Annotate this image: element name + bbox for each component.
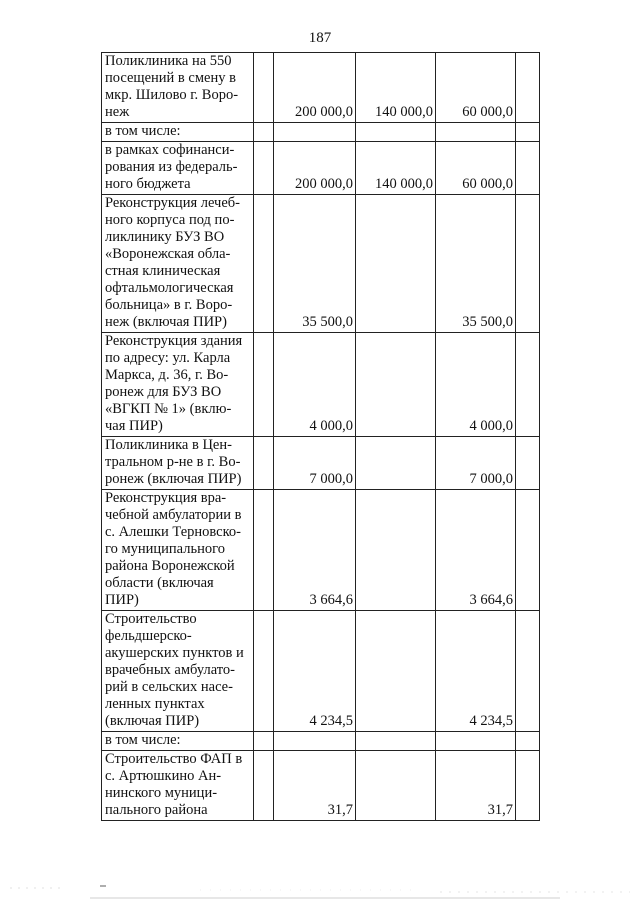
value-cell: 4 234,5 — [274, 611, 356, 732]
table-row — [102, 732, 540, 751]
value-cell: 200 000,0 — [274, 53, 356, 123]
value-cell: 4 000,0 — [274, 333, 356, 437]
empty-cell — [254, 195, 274, 333]
table-row — [102, 751, 540, 821]
table-row — [102, 142, 540, 195]
row-name-line: Строительство ФАП в — [105, 751, 243, 767]
value-cell: 31,7 — [436, 751, 516, 821]
empty-cell — [516, 142, 540, 195]
row-name-line: офтальмологическая — [105, 280, 234, 296]
empty-cell — [254, 751, 274, 821]
value-cell: 200 000,0 — [274, 142, 356, 195]
row-name-line: чебной амбулатории в — [105, 507, 242, 523]
value-cell: 140 000,0 — [356, 142, 436, 195]
row-name-cell — [102, 732, 254, 751]
empty-cell — [436, 123, 516, 142]
value-cell: 60 000,0 — [436, 53, 516, 123]
row-name-line: стная клиническая — [105, 263, 221, 279]
empty-cell — [356, 490, 436, 611]
empty-cell — [356, 751, 436, 821]
empty-cell — [254, 123, 274, 142]
value-cell: 35 500,0 — [436, 195, 516, 333]
row-name-line: в том числе: — [105, 732, 181, 748]
row-name-line: рий в сельских насе- — [105, 679, 233, 695]
empty-cell — [516, 195, 540, 333]
row-name-line: го муниципального — [105, 541, 225, 557]
row-name-line: Строительство — [105, 611, 197, 627]
empty-cell — [356, 437, 436, 490]
row-name-line: ленных пунктах — [105, 696, 205, 712]
empty-cell — [356, 123, 436, 142]
empty-cell — [356, 333, 436, 437]
table-body — [102, 53, 540, 821]
row-name-line: по адресу: ул. Карла — [105, 350, 231, 366]
empty-cell — [274, 732, 356, 751]
row-name-cell — [102, 333, 254, 437]
table-row — [102, 53, 540, 123]
empty-cell — [254, 490, 274, 611]
value-cell: 60 000,0 — [436, 142, 516, 195]
row-name-cell — [102, 195, 254, 333]
empty-cell — [516, 732, 540, 751]
row-name-line: «Воронежская обла- — [105, 246, 231, 262]
empty-cell — [516, 437, 540, 490]
row-name-cell — [102, 142, 254, 195]
row-name-cell — [102, 490, 254, 611]
table-row — [102, 611, 540, 732]
row-name-line: мкр. Шилово г. Воро- — [105, 87, 239, 103]
row-name-line: района Воронежской — [105, 558, 235, 574]
empty-cell — [516, 53, 540, 123]
row-name-line: Маркса, д. 36, г. Во- — [105, 367, 229, 383]
row-name-cell — [102, 53, 254, 123]
row-name-cell — [102, 123, 254, 142]
row-name-line: в рамках софинанси- — [105, 142, 235, 158]
row-name-line: ного бюджета — [105, 176, 191, 192]
row-name-line: ПИР) — [105, 592, 139, 608]
table-row — [102, 490, 540, 611]
table-row — [102, 123, 540, 142]
row-name-line: нинского муници- — [105, 785, 218, 801]
empty-cell — [516, 751, 540, 821]
row-name-line: неж — [105, 104, 130, 120]
value-cell: 35 500,0 — [274, 195, 356, 333]
row-name-line: Поликлиника в Цен- — [105, 437, 232, 453]
row-name-line: с. Артюшкино Ан- — [105, 768, 222, 784]
value-cell: 3 664,6 — [436, 490, 516, 611]
table-row — [102, 195, 540, 333]
row-name-line: ронеж для БУЗ ВО — [105, 384, 222, 400]
row-name-line: ного корпуса под по- — [105, 212, 235, 228]
row-name-cell — [102, 437, 254, 490]
row-name-line: Поликлиника на 550 — [105, 53, 232, 69]
row-name-line: пального района — [105, 802, 208, 818]
scan-bottom-edge — [0, 880, 640, 902]
table-row — [102, 437, 540, 490]
row-name-line: Реконструкция лечеб- — [105, 195, 240, 211]
value-cell: 4 234,5 — [436, 611, 516, 732]
empty-cell — [274, 123, 356, 142]
row-name-cell — [102, 611, 254, 732]
row-name-line: больница» в г. Воро- — [105, 297, 233, 313]
page-number: 187 — [308, 30, 332, 46]
row-name-line: неж (включая ПИР) — [105, 314, 227, 330]
empty-cell — [516, 333, 540, 437]
value-cell: 7 000,0 — [274, 437, 356, 490]
empty-cell — [516, 123, 540, 142]
empty-cell — [516, 611, 540, 732]
row-name-line: Реконструкция вра- — [105, 490, 227, 506]
row-name-line: (включая ПИР) — [105, 713, 200, 729]
empty-cell — [254, 142, 274, 195]
value-cell: 3 664,6 — [274, 490, 356, 611]
empty-cell — [254, 732, 274, 751]
row-name-line: в том числе: — [105, 123, 181, 139]
value-cell: 7 000,0 — [436, 437, 516, 490]
empty-cell — [254, 437, 274, 490]
row-name-line: акушерских пунктов и — [105, 645, 244, 661]
empty-cell — [254, 611, 274, 732]
row-name-line: фельдшерско- — [105, 628, 192, 644]
row-name-line: ронеж (включая ПИР) — [105, 471, 242, 487]
table-row — [102, 333, 540, 437]
value-cell: 31,7 — [274, 751, 356, 821]
empty-cell — [254, 53, 274, 123]
budget-table — [101, 52, 540, 821]
empty-cell — [436, 732, 516, 751]
empty-cell — [356, 732, 436, 751]
row-name-line: рования из федераль- — [105, 159, 238, 175]
empty-cell — [356, 611, 436, 732]
row-name-cell — [102, 751, 254, 821]
row-name-line: «ВГКП № 1» (вклю- — [105, 401, 232, 417]
row-name-line: Реконструкция здания — [105, 333, 243, 349]
row-name-line: врачебных амбулато- — [105, 662, 236, 678]
row-name-line: области (включая — [105, 575, 214, 591]
row-name-line: с. Алешки Терновско- — [105, 524, 242, 540]
empty-cell — [356, 195, 436, 333]
empty-cell — [516, 490, 540, 611]
row-name-line: тральном р-не в г. Во- — [105, 454, 241, 470]
row-name-line: ликлинику БУЗ ВО — [105, 229, 225, 245]
row-name-line: посещений в смену в — [105, 70, 236, 86]
row-name-line: чая ПИР) — [105, 418, 163, 434]
empty-cell — [254, 333, 274, 437]
value-cell: 4 000,0 — [436, 333, 516, 437]
value-cell: 140 000,0 — [356, 53, 436, 123]
